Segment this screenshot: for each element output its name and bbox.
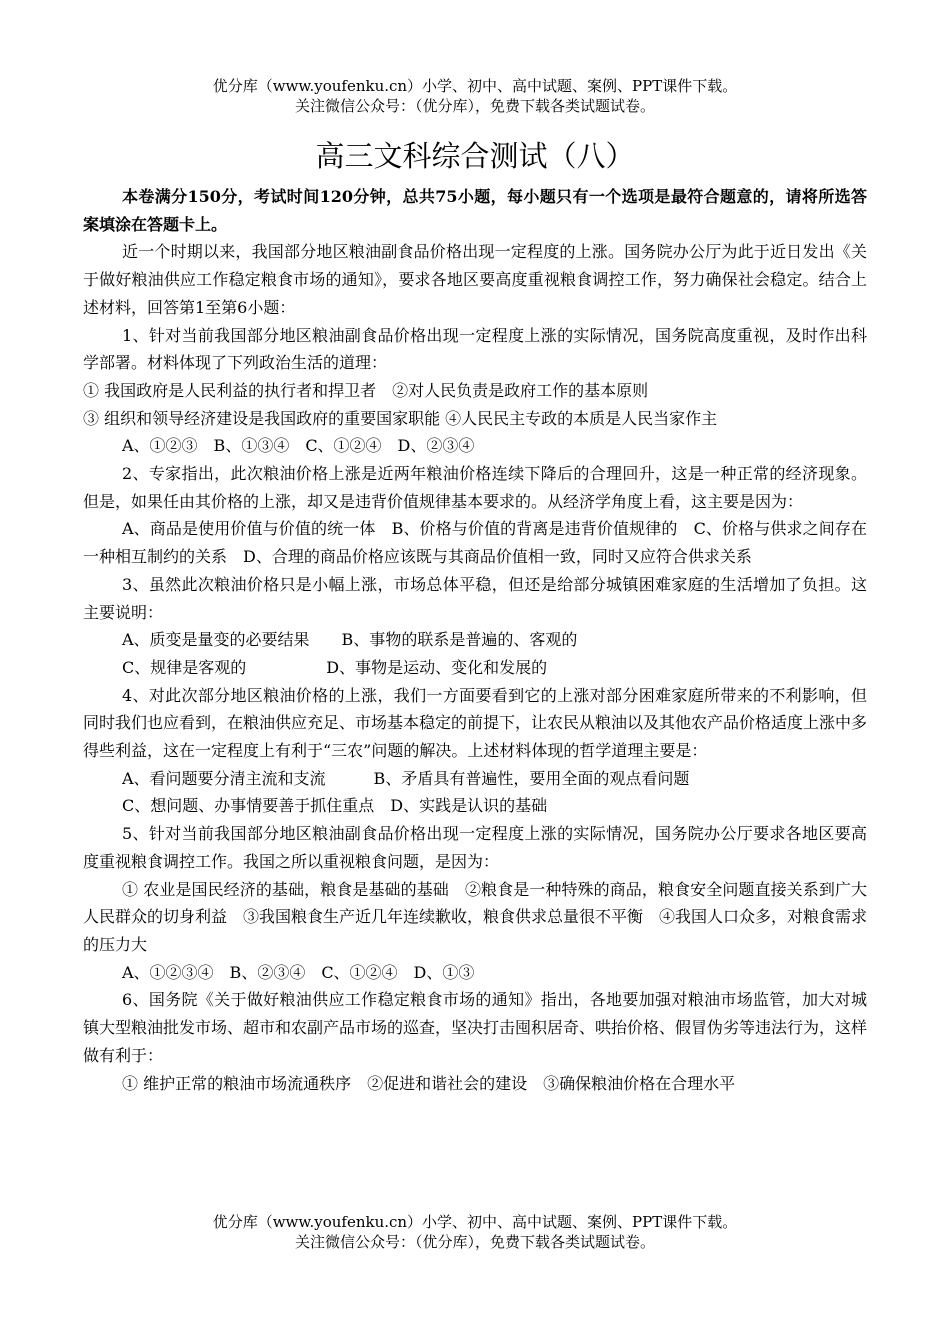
question-5-stem: 5、针对当前我国部分地区粮油副食品价格出现一定程度上涨的实际情况，国务院办公厅要求各地区要高度重视粮食调控工作。我国之所以重视粮食问题，是因为： — [83, 824, 867, 871]
question-2-options: A、商品是使用价值与价值的统一体 B、价格与价值的背离是违背价值规律的 C、价格与供求之间存在一种相互制约的关系 D、合理的商品价格应该既与其商品价值相一致，同时又应符合供求关系 — [83, 519, 867, 567]
question-1-items-line-1: ① 我国政府是人民利益的执行者和捍卫者 ②对人民负责是政府工作的基本原则 — [83, 380, 649, 400]
question-6-stem: 6、国务院《关于做好粮油供应工作稳定粮食市场的通知》指出，各地要加强对粮油市场监管，加大对城镇大型粮油批发市场、超市和农副产品市场的巡查，坚决打击囤积居奇、哄抬价格、假冒伪劣等违法行为，这样做有利于： — [83, 990, 868, 1065]
instructions: 本卷满分150分，考试时间120分钟，总共75小题，每小题只有一个选项是最符合题意的，请将所选答案填涂在答题卡上。 — [83, 187, 867, 234]
header-line-2: 关注微信公众号：（优分库），免费下载各类试题试卷。 — [294, 97, 655, 115]
question-4-options-line-2: C、想问题、办事情要善于抓住重点 D、实践是认识的基础 — [122, 796, 548, 816]
question-2-stem: 2、专家指出，此次粮油价格上涨是近两年粮油价格连续下降后的合理回升，这是一种正常的经济现象。但是，如果任由其价格的上涨，却又是违背价值规律基本要求的。从经济学角度上看，这主要是因为： — [83, 464, 867, 511]
header-line-1: 优分库（www.youfenku.cn）小学、初中、高中试题、案例、PPT课件下载。 — [212, 77, 738, 95]
page-footer — [0, 1212, 950, 1252]
question-4-options-line-1: A、看问题要分清主流和支流 B、矛盾具有普遍性，要用全面的观点看问题 — [122, 768, 690, 788]
question-5-options: A、①②③④ B、②③④ C、①②④ D、①③ — [122, 962, 475, 982]
question-1-options: A、①②③ B、①③④ C、①②④ D、②③④ — [122, 436, 475, 456]
question-3-stem: 3、虽然此次粮油价格只是小幅上涨，市场总体平稳，但还是给部分城镇困难家庭的生活增加了负担。这主要说明： — [83, 574, 867, 622]
question-5-items: ① 农业是国民经济的基础，粮食是基础的基础 ②粮食是一种特殊的商品，粮食安全问题直接关系到广大人民群众的切身利益 ③我国粮食生产近几年连续歉收，粮食供求总量很不平衡 ④我国人口众多，对粮食需求的压力大 — [83, 879, 868, 954]
page-header — [0, 76, 950, 116]
question-3-options-line-2: C、规律是客观的 D、事物是运动、变化和发展的 — [122, 657, 548, 677]
question-6-items: ① 维护正常的粮油市场流通秩序 ②促进和谐社会的建设 ③确保粮油价格在合理水平 — [122, 1073, 736, 1093]
question-4-stem: 4、对此次部分地区粮油价格的上涨，我们一方面要看到它的上涨对部分困难家庭所带来的不利影响，但同时我们也应看到，在粮油供应充足、市场基本稳定的前提下，让农民从粮油以及其他农产品价格适度上涨中多得些利益，这在一定程度上有利于“三农”问题的解决。上述材料体现的哲学道理主要是： — [83, 685, 868, 761]
intro-paragraph: 近一个时期以来，我国部分地区粮油副食品价格出现一定程度的上涨。国务院办公厅为此于近日发出《关于做好粮油供应工作稳定粮食市场的通知》，要求各地区要高度重视粮食调控工作，努力确保社会稳定。结合上述材料，回答第1至第6小题： — [83, 242, 867, 317]
footer-line-2: 关注微信公众号：（优分库），免费下载各类试题试卷。 — [294, 1233, 655, 1251]
question-3-options-line-1: A、质变是量变的必要结果 B、事物的联系是普遍的、客观的 — [122, 630, 578, 650]
footer-line-1: 优分库（www.youfenku.cn）小学、初中、高中试题、案例、PPT课件下载。 — [212, 1213, 738, 1231]
document-body — [83, 183, 867, 1097]
question-1-stem: 1、针对当前我国部分地区粮油副食品价格出现一定程度上涨的实际情况，国务院高度重视，及时作出科学部署。材料体现了下列政治生活的道理： — [83, 325, 867, 373]
page-title: 高三文科综合测试（八） — [315, 139, 635, 173]
question-1-items-line-2: ③ 组织和领导经济建设是我国政府的重要国家职能 ④人民民主专政的本质是人民当家作主 — [83, 408, 718, 428]
